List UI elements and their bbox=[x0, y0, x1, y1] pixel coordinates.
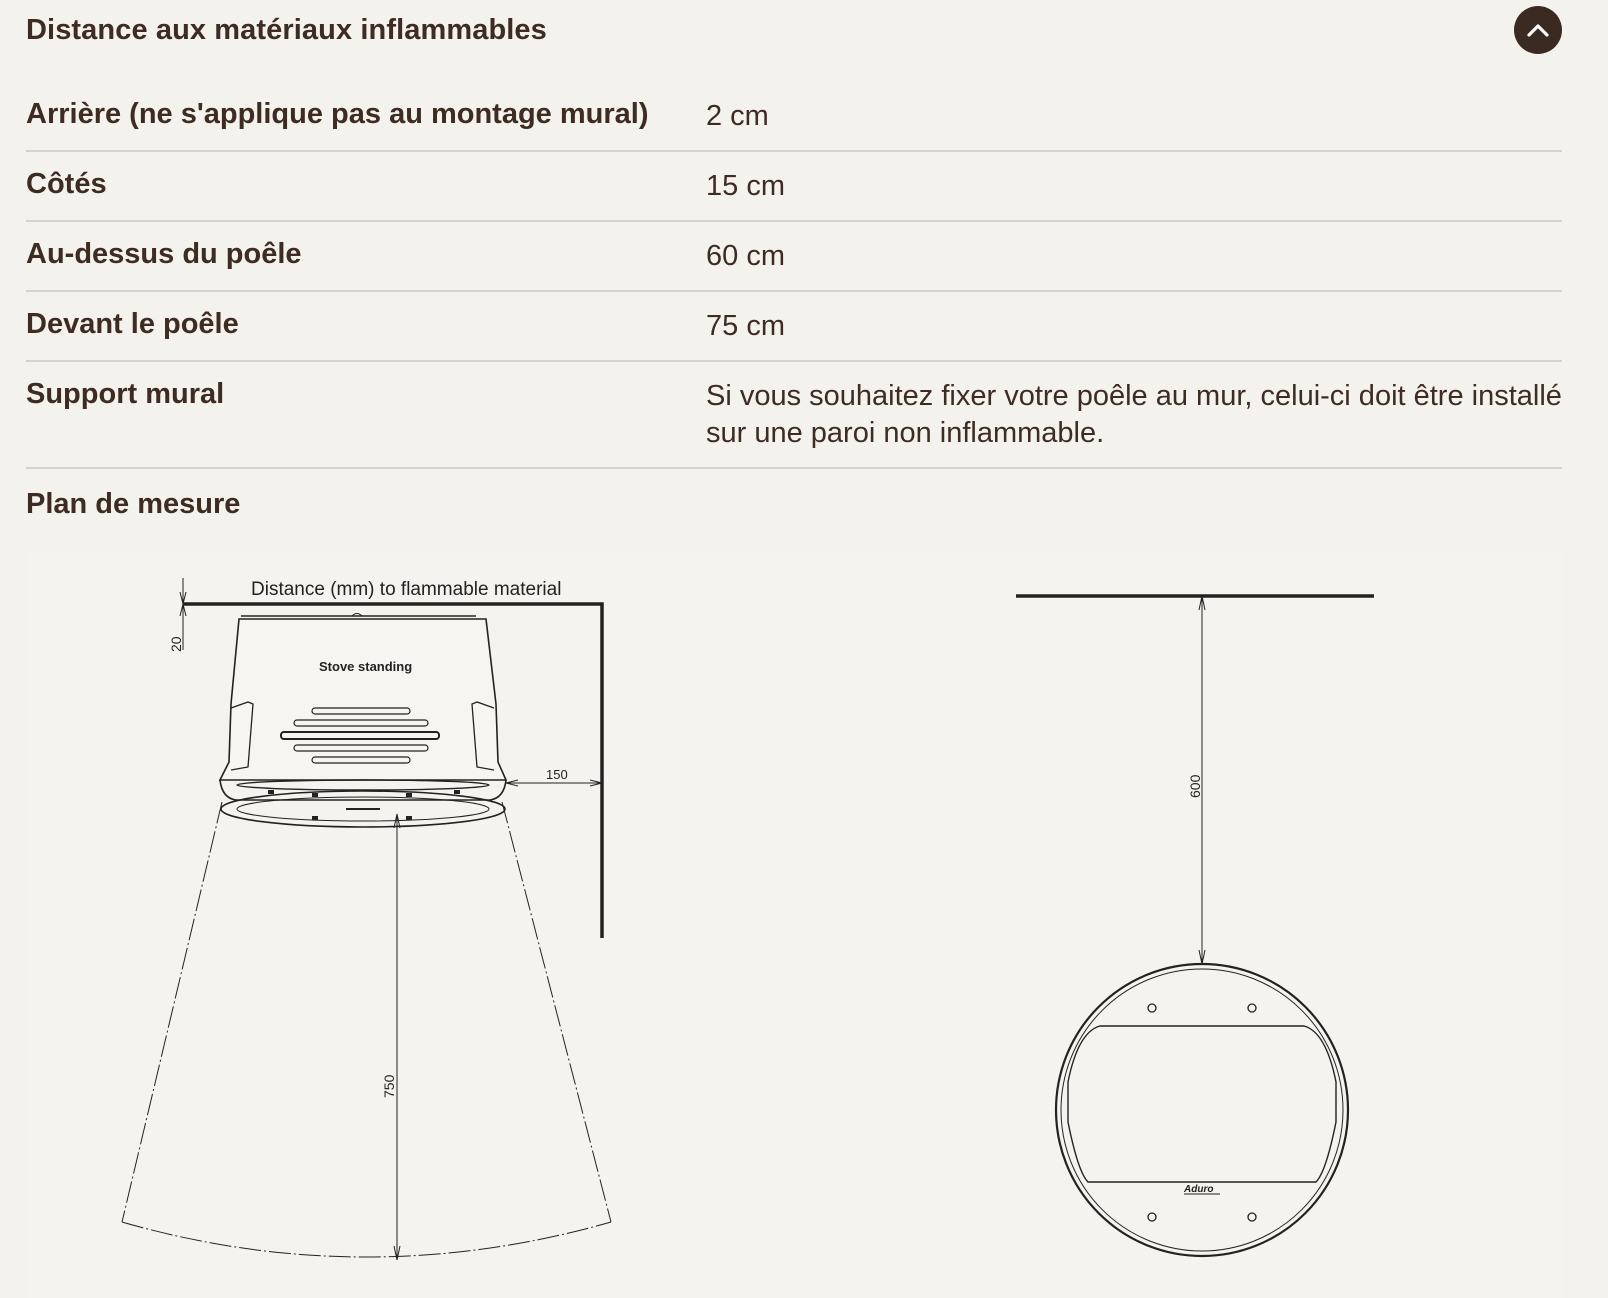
table-row bbox=[26, 292, 1562, 362]
row-value: 60 cm bbox=[706, 240, 785, 272]
dim-front-label: 750 bbox=[381, 1074, 397, 1098]
right-drawing bbox=[1016, 596, 1374, 1256]
table-row bbox=[26, 82, 1562, 152]
row-label: Devant le poêle bbox=[26, 308, 239, 340]
plan-drawing bbox=[26, 552, 1562, 1298]
row-label: Support mural bbox=[26, 378, 225, 410]
table-row bbox=[26, 362, 1562, 469]
dim-side-label: 150 bbox=[546, 767, 568, 782]
row-label: Au-dessus du poêle bbox=[26, 238, 302, 270]
row-value: Si vous souhaitez fixer votre poêle au mur, celui-ci doit être installé sur une paroi non inflammable. bbox=[706, 380, 1562, 449]
aduro-logo: Aduro bbox=[1184, 1184, 1214, 1195]
row-value: 75 cm bbox=[706, 310, 785, 342]
left-drawing bbox=[122, 578, 611, 1260]
table-row bbox=[26, 152, 1562, 222]
spec-table bbox=[26, 82, 1562, 469]
measurement-plan bbox=[26, 552, 1562, 1298]
stove-label: Stove standing bbox=[319, 659, 413, 674]
collapse-button[interactable] bbox=[1514, 6, 1562, 54]
plan-title: Plan de mesure bbox=[26, 488, 241, 520]
row-label: Côtés bbox=[26, 168, 107, 200]
dim-top-label: 600 bbox=[1187, 774, 1203, 798]
row-value: 15 cm bbox=[706, 170, 785, 202]
row-label: Arrière (ne s'applique pas au montage mural) bbox=[26, 98, 649, 130]
row-value: 2 cm bbox=[706, 100, 769, 132]
chevron-up-icon bbox=[1527, 23, 1549, 37]
drawing-title: Distance (mm) to flammable material bbox=[251, 579, 562, 600]
table-row bbox=[26, 222, 1562, 292]
section-header[interactable] bbox=[26, 0, 1562, 64]
section-title: Distance aux matériaux inflammables bbox=[26, 14, 547, 46]
dim-back-label: 20 bbox=[168, 636, 184, 652]
